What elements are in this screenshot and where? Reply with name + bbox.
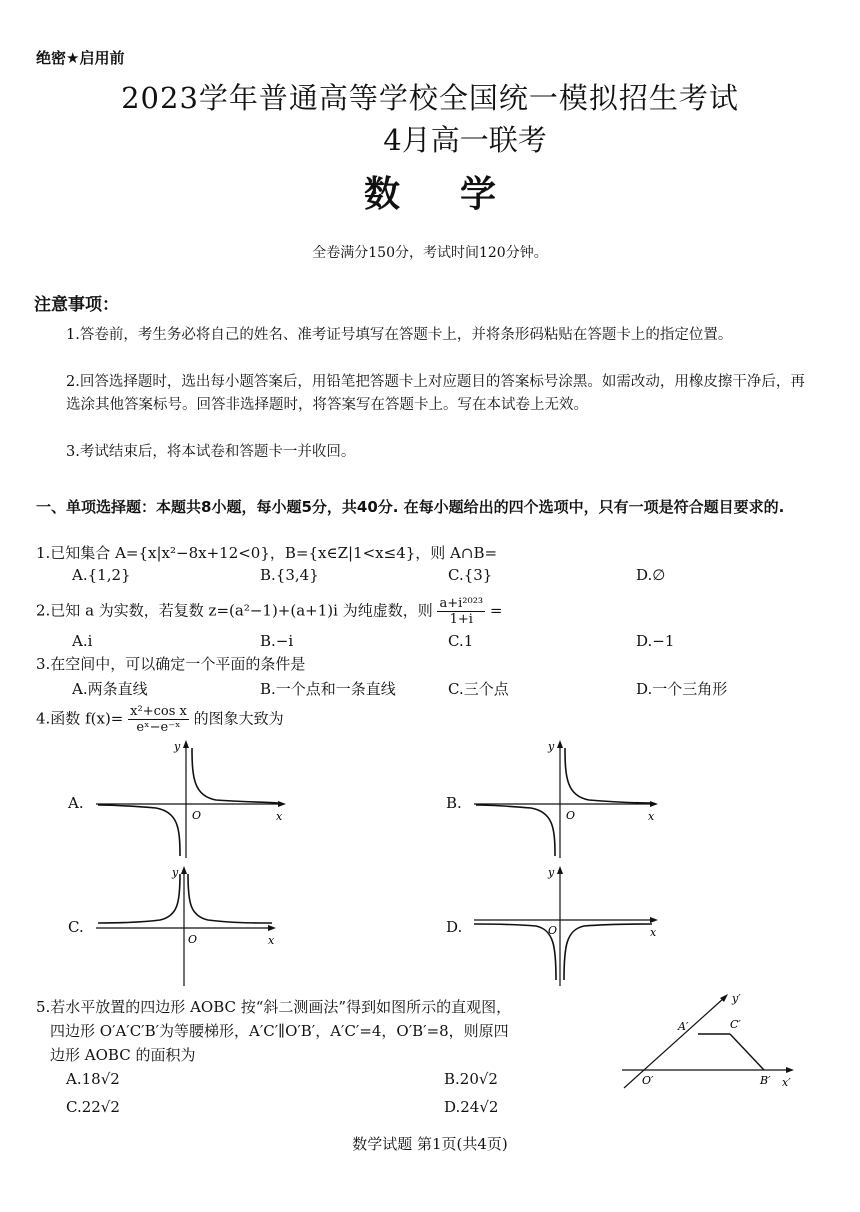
question-2-option-a: A.i xyxy=(72,632,93,650)
exam-title: 2023学年普通高等学校全国统一模拟招生考试 xyxy=(121,81,739,115)
graph-d xyxy=(474,862,670,988)
graph-b xyxy=(474,738,670,860)
origin-label: O xyxy=(566,809,576,822)
axis-x-label: x xyxy=(276,810,283,823)
page-footer: 数学试题 第1页(共4页) xyxy=(352,1135,508,1153)
fraction-denominator: eˣ−e⁻ˣ xyxy=(136,720,181,735)
axis-x-label: x xyxy=(268,934,275,947)
question-4-fraction xyxy=(128,704,189,735)
question-5-stem-line1: 5.若水平放置的四边形 AOBC 按“斜二测画法”得到如图所示的直观图， xyxy=(36,998,512,1016)
figure-x-label: x′ xyxy=(782,1076,791,1089)
question-4-stem-post: 的图象大致为 xyxy=(193,709,284,728)
question-3-option-c: C.三个点 xyxy=(448,680,509,698)
axis-y-label: y xyxy=(548,866,555,879)
graph-d-label: D. xyxy=(446,918,463,936)
graph-b-label: B. xyxy=(446,794,462,812)
question-5-option-c: C.22√2 xyxy=(66,1098,120,1116)
notice-item: 1.答卷前，考生务必将自己的姓名、准考证号填写在答题卡上，并将条形码粘贴在答题卡上的指定位置。 xyxy=(66,327,733,343)
question-5-option-d: D.24√2 xyxy=(444,1098,499,1116)
question-2-stem xyxy=(36,596,503,627)
exam-subtitle: 4月高一联考 xyxy=(383,123,547,157)
figure-a-label: A′ xyxy=(678,1020,689,1033)
figure-c-label: C′ xyxy=(730,1018,741,1031)
question-2-stem-text: 2.已知 a 为实数，若复数 z=(a²−1)+(a+1)i 为纯虚数，则 xyxy=(36,601,433,620)
question-3-option-b: B.一个点和一条直线 xyxy=(260,680,396,698)
question-1-stem: 1.已知集合 A={x|x²−8x+12<0}，B={x∈Z|1<x≤4}，则 A∩B= xyxy=(36,544,498,562)
figure-o-label: O′ xyxy=(642,1074,654,1087)
fraction-numerator: a+i²⁰²³ xyxy=(439,596,484,611)
notice-heading: 注意事项： xyxy=(34,295,119,315)
question-5-option-b: B.20√2 xyxy=(444,1070,498,1088)
fraction-numerator: x²+cos x xyxy=(130,704,187,719)
graph-a xyxy=(96,738,292,860)
origin-label: O xyxy=(548,924,558,937)
subject-title: 数学 xyxy=(363,174,556,215)
figure-y-label: y′ xyxy=(732,992,741,1005)
axis-y-label: y xyxy=(174,740,181,753)
question-2-equals: = xyxy=(489,601,503,620)
axis-x-label: x xyxy=(650,926,657,939)
origin-label: O xyxy=(192,809,202,822)
question-5-stem-line3: 边形 AOBC 的面积为 xyxy=(50,1046,196,1064)
question-2-option-d: D.−1 xyxy=(636,632,675,650)
confidential-label: 绝密★启用前 xyxy=(36,49,125,67)
notice-item: 2.回答选择题时，选出每小题答案后，用铅笔把答题卡上对应题目的答案标号涂黑。如需改动，用橡皮擦干净后，再选涂其他答案标号。回答非选择题时，将答案写在答题卡上。写在本试卷上无效。 xyxy=(66,374,805,413)
question-5-stem-line2: 四边形 O′A′C′B′为等腰梯形，A′C′∥O′B′，A′C′=4，O′B′=8，则原四 xyxy=(50,1022,509,1040)
graph-c xyxy=(96,862,292,988)
oblique-projection-figure xyxy=(618,988,802,1092)
axis-y-label: y xyxy=(548,740,555,753)
section-heading: 一、单项选择题：本题共8小题，每小题5分，共40分. 在每小题给出的四个选项中，只有一项是符合题目要求的. xyxy=(36,498,785,516)
question-2-option-c: C.1 xyxy=(448,632,474,650)
question-3-option-a: A.两条直线 xyxy=(72,680,148,698)
notice-item: 3.考试结束后，将本试卷和答题卡一并收回。 xyxy=(66,444,356,460)
question-3-option-d: D.一个三角形 xyxy=(636,680,728,698)
question-1-option-c: C.{3} xyxy=(448,566,493,584)
question-2-fraction xyxy=(437,596,485,627)
graph-a-label: A. xyxy=(68,794,84,812)
graph-c-label: C. xyxy=(68,918,84,936)
question-1-option-d: D.∅ xyxy=(636,566,666,584)
axis-x-label: x xyxy=(648,810,655,823)
question-1-option-a: A.{1,2} xyxy=(72,566,131,584)
question-4-stem xyxy=(36,704,284,735)
full-mark-note: 全卷满分150分，考试时间120分钟。 xyxy=(312,245,548,261)
question-3-stem: 3.在空间中，可以确定一个平面的条件是 xyxy=(36,655,306,673)
question-4-stem-pre: 4.函数 f(x)= xyxy=(36,709,124,728)
question-2-option-b: B.−i xyxy=(260,632,294,650)
figure-b-label: B′ xyxy=(760,1074,771,1087)
axis-y-label: y xyxy=(172,866,179,879)
fraction-denominator: 1+i xyxy=(449,612,473,627)
question-5-option-a: A.18√2 xyxy=(66,1070,120,1088)
question-1-option-b: B.{3,4} xyxy=(260,566,319,584)
origin-label: O xyxy=(188,933,198,946)
